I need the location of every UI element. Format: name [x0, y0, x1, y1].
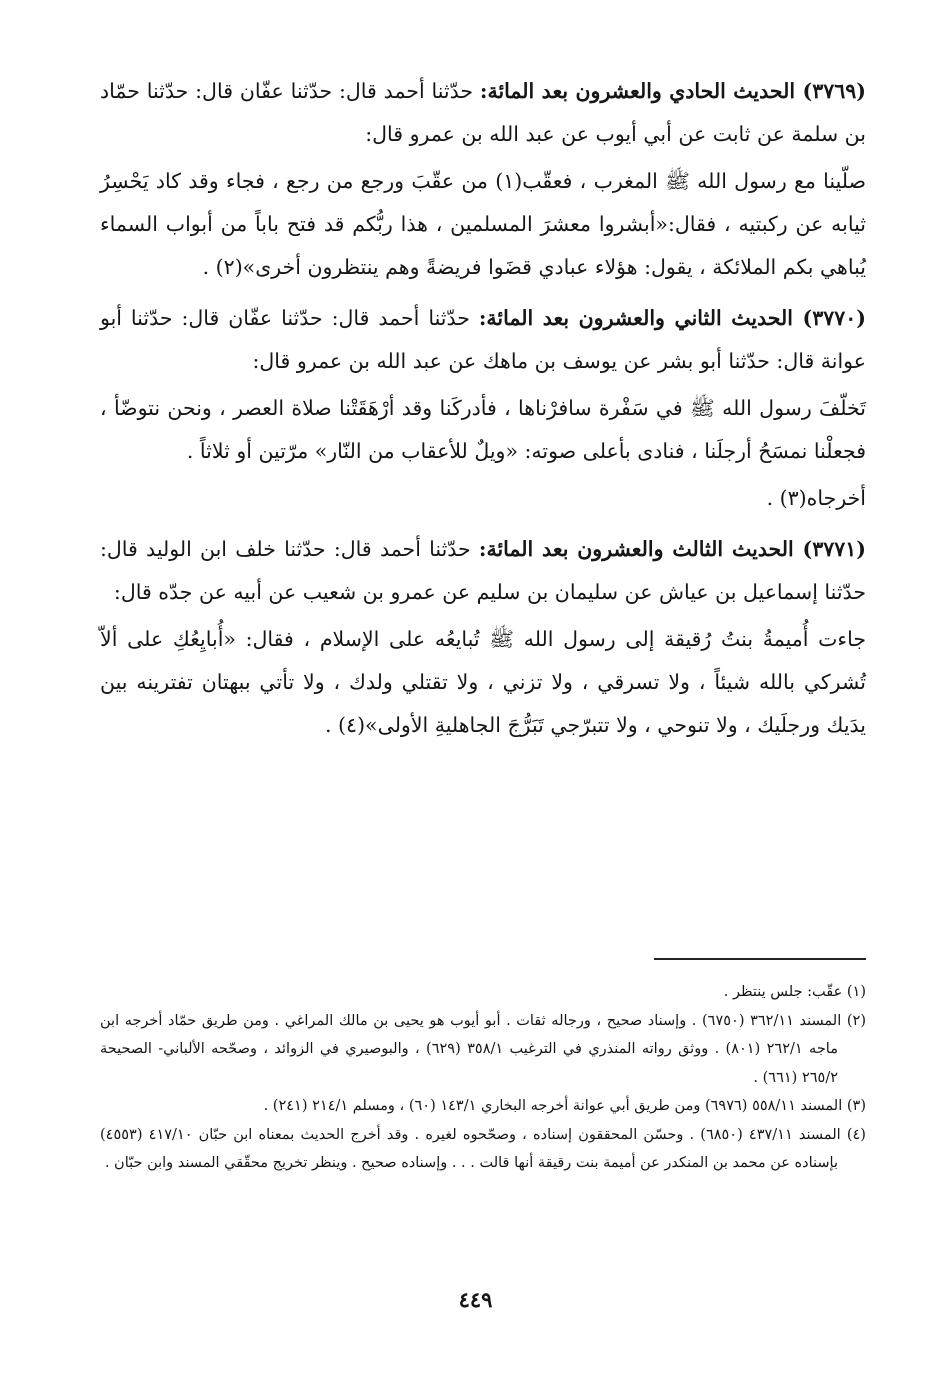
hadith-2-title: (٣٧٧٠) الحديث الثاني والعشرون بعد المائة: — [478, 306, 866, 330]
footnote-2: (٢) المسند ٣٦٢/١١ (٦٧٥٠) . وإسناد صحيح ، ورجاله ثقات . أبو أيوب هو يحيى بن مالك المراغي . ومن طريق حمّاد أخرجه ابن ماجه ٢٦٢/١ (٨٠١) . ووثق رواته المنذري في الترغيب ٣٥٨/١ (٦٢٩) ، والبوصيري في الزوائد ، وصحّحه الألباني- الصحيحة ٢٦٥/٢ (٦٦١) . — [100, 1012, 866, 1086]
hadith-2-heading — [100, 297, 866, 383]
footnote-3: (٣) المسند ٥٥٨/١١ (٦٩٧٦) ومن طريق أبي عوانة أخرجه البخاري ١٤٣/١ (٦٠) ، ومسلم ٢١٤/١ (٢٤١) . — [263, 1098, 866, 1114]
footnote-4: (٤) المسند ٤٣٧/١١ (٦٨٥٠) . وحسّن المحققون إسناده ، وصحّحوه لغيره . وقد أخرج الحديث بمعناه ابن حبّان ٤١٧/١٠ (٤٥٥٣) بإسناده عن محمد بن المنكدر عن أميمة بنت رقيقة أنها قالت . . . وإسناده صحيح . وينظر تخريج محقّقي المسند وابن حبّان . — [100, 1126, 866, 1171]
footnote-1: (١) عقّب: جلس ينتظر . — [723, 984, 866, 1000]
hadith-2-takhrij: أخرجاه(٣) . — [766, 486, 866, 510]
footnote-divider — [654, 958, 866, 960]
hadith-2-isnad: حدّثنا أحمد قال: حدّثنا عفّان قال: حدّثنا أبو عوانة قال: حدّثنا أبو بشر عن يوسف بن ماهك عن عبد الله بن عمرو قال: — [100, 306, 866, 373]
hadith-1-heading — [100, 70, 866, 156]
hadith-3-matn: جاءت أُميمةُ بنتُ رُقيقة إلى رسول الله ﷺ تُبايعُه على الإسلام ، فقال: «أُبايِعُكِ على ألاّ تُشركي بالله شيئاً ، ولا تسرقي ، ولا تزني ، ولا تقتلي ولدك ، ولا تأتي ببهتان تفترينه بين يدَيك ورجلَيك ، ولا تنوحي ، ولا تتبرّجي تَبَرُّجَ الجاهليةِ الأولى»(٤) . — [100, 627, 866, 737]
hadith-1-matn: صلّينا مع رسول الله ﷺ المغرب ، فعقّب(١) من عقّبَ ورجع من رجع ، فجاء وقد كاد يَحْسِرُ ثيابه عن ركبتيه ، فقال:«أبشروا معشرَ المسلمين ، هذا ربُّكم قد فتح باباً من أبواب السماء يُباهي بكم الملائكة ، يقول: هؤلاء عبادي قضَوا فريضةً وهم ينتظرون أخرى»(٢) . — [100, 169, 866, 279]
page-number: ٤٤٩ — [458, 1287, 493, 1312]
hadith-3-isnad: حدّثنا أحمد قال: حدّثنا خلف ابن الوليد قال: حدّثنا إسماعيل بن عياش عن سليمان بن سليم عن عمرو بن شعيب عن أبيه عن جدّه قال: — [100, 537, 866, 604]
hadith-3-title: (٣٧٧١) الحديث الثالث والعشرون بعد المائة: — [478, 537, 866, 561]
hadith-1-isnad: حدّثنا أحمد قال: حدّثنا عفّان قال: حدّثنا حمّاد بن سلمة عن ثابت عن أبي أيوب عن عبد الله بن عمرو قال: — [100, 79, 866, 146]
footnotes — [100, 978, 866, 1178]
hadith-3-heading — [100, 528, 866, 614]
hadith-2-matn: تَخلّفَ رسول الله ﷺ في سَفْرة سافرْناها ، فأدركَنا وقد أرْهَقَتْنا صلاة العصر ، ونحن نتوضّأ ، فجعلْنا نمسَحُ أرجلَنا ، فنادى بأعلى صوته: «ويلٌ للأعقاب من النّار» مرّتين أو ثلاثاً . — [100, 396, 866, 463]
hadith-1-title: (٣٧٦٩) الحديث الحادي والعشرون بعد المائة: — [479, 79, 866, 103]
